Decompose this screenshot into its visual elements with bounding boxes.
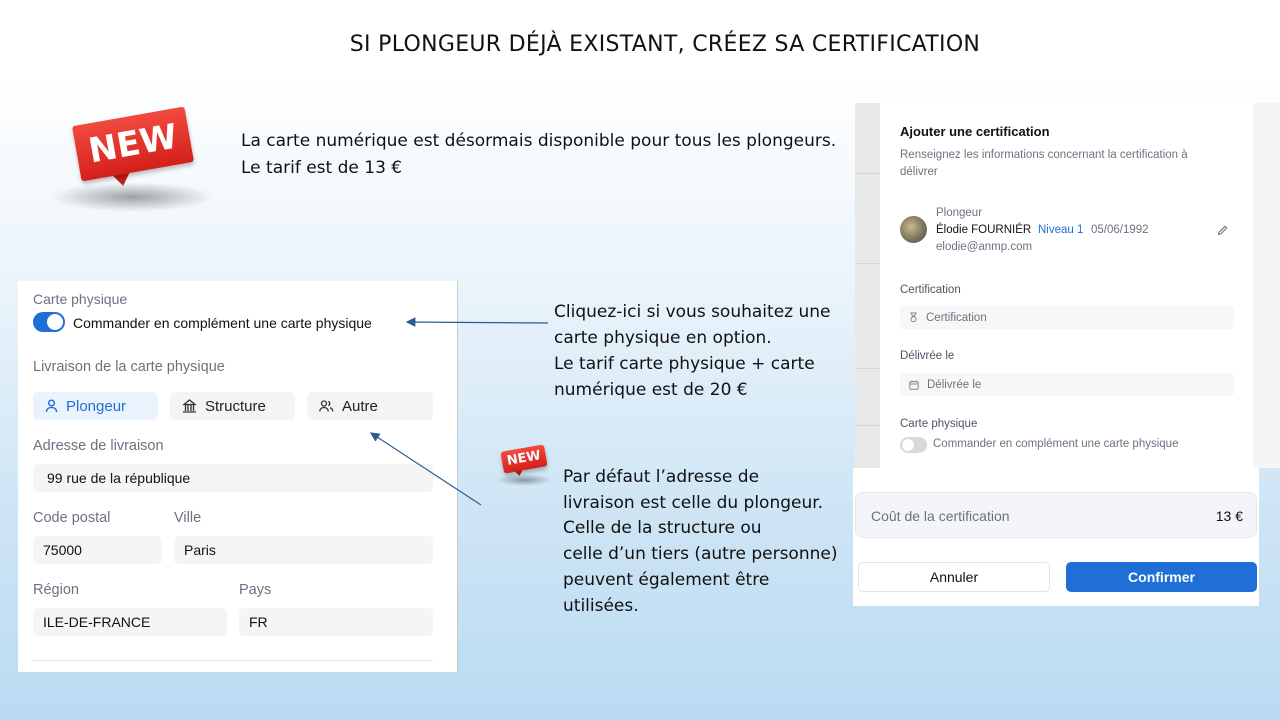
form-divider <box>33 660 433 661</box>
confirm-button[interactable]: Confirmer <box>1066 562 1257 592</box>
option-autre-button[interactable] <box>307 392 433 420</box>
intro-text <box>241 128 836 182</box>
issued-date-label: Délivrée le <box>900 350 955 362</box>
postal-code-field[interactable]: 75000 <box>33 536 162 564</box>
certification-label: Certification <box>900 284 961 296</box>
postal-code-label: Code postal <box>33 510 111 526</box>
physical-card-toggle-label: Commander en complément une carte physique <box>73 315 372 331</box>
callout-physical-card <box>554 299 830 403</box>
modal-physical-card-toggle-label: Commander en complément une carte physique <box>933 438 1179 450</box>
small-badge-text: NEW <box>500 444 547 473</box>
small-new-badge-icon <box>496 444 556 489</box>
modal-backdrop <box>855 103 881 468</box>
diver-name: Élodie FOURNIÉR <box>936 224 1032 236</box>
building-icon <box>182 399 197 413</box>
callout-2-line: utilisées. <box>563 595 639 616</box>
modal-physical-card-toggle[interactable] <box>900 437 927 453</box>
badge-text: NEW <box>72 107 194 182</box>
callout-1-line: numérique est de 20 € <box>554 380 748 400</box>
user-icon <box>45 399 58 413</box>
medal-icon <box>909 312 918 323</box>
diver-avatar <box>900 216 927 243</box>
callout-default-address <box>563 465 837 619</box>
modal-physical-card-label: Carte physique <box>900 418 978 430</box>
intro-line-2: Le tarif est de 13 € <box>241 158 403 178</box>
callout-2-line: celle d’un tiers (autre personne) <box>563 544 838 565</box>
option-structure-button[interactable] <box>170 392 295 420</box>
issued-date-placeholder: Délivrée le <box>927 378 982 391</box>
diver-level: Niveau 1 <box>1038 224 1084 236</box>
callout-1-line: Cliquez-ici si vous souhaitez une <box>554 302 831 322</box>
callout-2-line: Celle de la structure ou <box>563 518 762 539</box>
address-field[interactable]: 99 rue de la république <box>33 464 433 492</box>
physical-card-toggle[interactable] <box>33 312 65 332</box>
diver-label: Plongeur <box>936 207 983 219</box>
diver-birthdate: 05/06/1992 <box>1091 224 1149 236</box>
diver-email: elodie@anmp.com <box>936 241 1033 253</box>
option-autre-label: Autre <box>342 397 378 415</box>
calendar-icon <box>909 380 919 390</box>
certification-cost-bar <box>855 492 1257 538</box>
cost-value: 13 € <box>1215 508 1243 524</box>
region-field[interactable]: ILE-DE-FRANCE <box>33 608 227 636</box>
callout-2-line: peuvent également être <box>563 569 770 590</box>
city-field[interactable]: Paris <box>174 536 433 564</box>
certification-placeholder: Certification <box>926 311 987 324</box>
issued-date-field[interactable] <box>900 373 1234 396</box>
callout-2-line: Par défaut l’adresse de <box>563 467 760 487</box>
country-label: Pays <box>239 582 272 598</box>
callout-1-line: carte physique en option. <box>554 328 772 348</box>
delivery-form-panel <box>18 281 458 672</box>
users-icon <box>319 399 334 413</box>
option-structure-label: Structure <box>205 397 266 415</box>
address-label: Adresse de livraison <box>33 438 164 454</box>
edit-pencil-icon[interactable] <box>1217 225 1228 236</box>
callout-2-line: livraison est celle du plongeur. <box>563 492 824 513</box>
option-plongeur-button[interactable] <box>33 392 158 420</box>
region-label: Région <box>33 582 79 598</box>
cost-label: Coût de la certification <box>871 508 1010 524</box>
city-label: Ville <box>174 510 202 526</box>
slide-title: SI PLONGEUR DÉJÀ EXISTANT, CRÉEZ SA CERTIFICATION <box>349 32 981 57</box>
cancel-button[interactable]: Annuler <box>858 562 1050 592</box>
add-certification-modal <box>880 103 1253 468</box>
option-plongeur-label: Plongeur <box>66 397 127 415</box>
certification-select[interactable] <box>900 306 1234 329</box>
delivery-label: Livraison de la carte physique <box>33 359 225 375</box>
intro-line-1: La carte numérique est désormais disponible pour tous les plongeurs. <box>241 131 837 151</box>
new-badge-icon <box>50 100 220 220</box>
callout-1-line: Le tarif carte physique + carte <box>554 354 815 374</box>
modal-subtitle: Renseignez les informations concernant la certification à délivrer <box>900 149 1188 178</box>
modal-title: Ajouter une certification <box>900 124 1050 139</box>
country-field[interactable]: FR <box>239 608 433 636</box>
physical-card-label: Carte physique <box>33 291 128 307</box>
